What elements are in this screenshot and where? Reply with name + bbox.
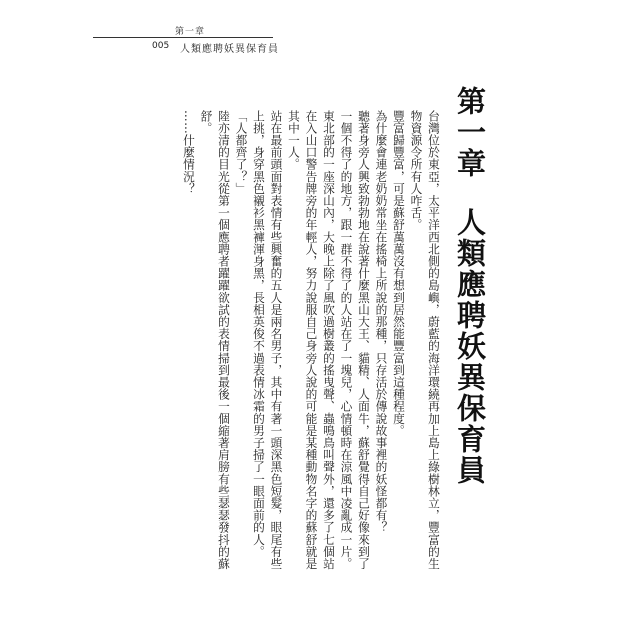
chapter-heading	[452, 86, 488, 486]
paragraph: 站在最前頭面對表情有些興奮的五人是兩名男子，其中有著一頭深黑色短髮，眼尾有些上挑，身穿黑色襯衫黑褲渾身黑，長相英俊不過表情冰霜的男子掃了一眼面前的人。	[252, 110, 284, 570]
running-header-chapter: 第一章	[174, 27, 205, 37]
paragraph: 聽著身旁人興致勃勃地在說著什麼黑山大王、貓精、人面牛，蘇舒覺得自己好像來到了一個不得了的地方，跟一群不得了的人站在了一塊兒，心情頓時在涼風中凌亂成一片。	[339, 110, 371, 570]
paragraph: 台灣位於東亞，太平洋西北側的島嶼，蔚藍的海洋環繞再加上島上綠樹林立，豐富的生物資源令所有人咋舌。	[409, 110, 441, 570]
chapter-title: 人類應聘妖異保育員	[453, 207, 487, 486]
paragraph: 東北部的一座深山內，大晚上除了風吹過樹叢的搖曳聲、蟲鳴鳥叫聲外，還多了七個站在入山口警告牌旁的年輕人，努力說服自己身旁人說的可能是某種動物名字的蘇舒就是其中一人。	[287, 110, 336, 570]
running-header-title: 人類應聘妖異保育員	[180, 44, 279, 55]
paragraph: 為什麼會連老奶奶常坐在搖椅上所說的那種，只存活於傳說故事裡的妖怪都有？	[374, 110, 389, 534]
body-text	[142, 110, 442, 580]
chapter-number: 第一章	[453, 86, 487, 179]
paragraph: 豐富歸豐富，可是蘇舒萬萬沒有想到居然能豐富到這種程度。	[392, 110, 406, 437]
paragraph: 陸亦清的目光從第一個應聘者躍躍欲試的表情掃到最後一個縮著肩膀有些瑟瑟發抖的蘇舒。	[199, 110, 231, 570]
paragraph: ……什麼情況？	[182, 110, 196, 195]
page-number: 005	[152, 41, 170, 51]
header-divider	[93, 37, 273, 38]
paragraph: 「人都齊了？」	[234, 110, 249, 195]
